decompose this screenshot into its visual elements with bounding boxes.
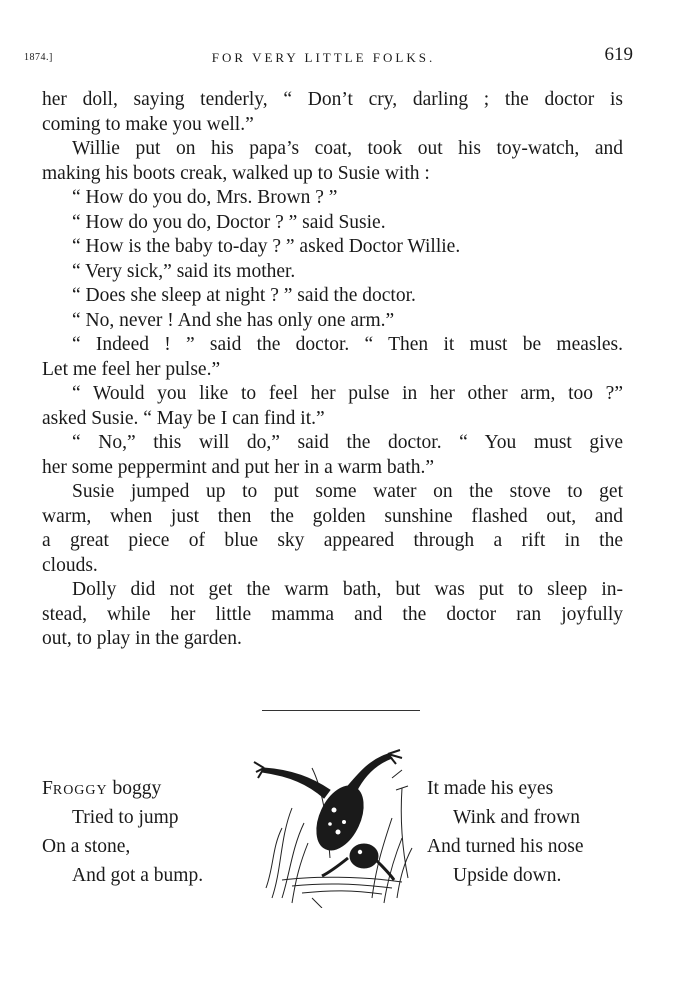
- poem-line: And got a bump.: [72, 865, 204, 886]
- story-line: her doll, saying tenderly, “ Don’t cry, darling ; the doctor is: [42, 89, 623, 110]
- poem-line: It made his eyes: [427, 778, 554, 799]
- story-line: “ Very sick,” said its mother.: [72, 260, 296, 282]
- story-line: making his boots creak, walked up to Susie with :: [42, 162, 430, 184]
- story-line: Dolly did not get the warm bath, but was put to sleep in-: [72, 579, 623, 600]
- poem-line: Wink and frown: [453, 807, 581, 828]
- story-line: Willie put on his papa’s coat, took out his toy-watch, and: [72, 138, 623, 159]
- header-year: 1874.]: [24, 52, 53, 63]
- story-line: a great piece of blue sky appeared through a rift in the: [42, 530, 623, 551]
- frog-icon: [252, 748, 422, 908]
- story-line: her some peppermint and put her in a warm bath.”: [42, 456, 435, 478]
- story-line: asked Susie. “ May be I can find it.”: [42, 407, 325, 429]
- poem-left-stanza: [42, 774, 203, 890]
- page-number: 619: [604, 44, 633, 65]
- story-line: “ Does she sleep at night ? ” said the doctor.: [72, 285, 416, 306]
- poem-smallcaps: ROGGY: [52, 783, 108, 798]
- story-line: “ How do you do, Mrs. Brown ? ”: [72, 187, 338, 208]
- story-line: Let me feel her pulse.”: [42, 358, 221, 380]
- story-text: [42, 88, 623, 652]
- story-line: out, to play in the garden.: [42, 628, 242, 649]
- page-header: [24, 44, 633, 68]
- poem-line: Upside down.: [453, 865, 562, 886]
- story-line: “ Would you like to feel her pulse in her other arm, too ?”: [72, 383, 623, 404]
- story-line: “ How is the baby to-day ? ” asked Doctor Willie.: [72, 236, 461, 257]
- header-title: FOR VERY LITTLE FOLKS.: [211, 50, 436, 65]
- poem-right-stanza: [427, 774, 584, 890]
- story-line: “ No,” this will do,” said the doctor. “ You must give: [72, 432, 623, 453]
- poem-line: And turned his nose: [427, 836, 584, 857]
- story-line: coming to make you well.”: [42, 113, 254, 135]
- story-line: stead, while her little mamma and the doctor ran joyfully: [42, 603, 623, 625]
- poem-first-rest: boggy: [107, 778, 162, 799]
- story-line: clouds.: [42, 554, 98, 576]
- poem-initial: F: [42, 778, 53, 799]
- poem-line: Tried to jump: [72, 807, 179, 828]
- story-line: “ No, never ! And she has only one arm.”: [72, 309, 395, 331]
- story-line: Susie jumped up to put some water on the stove to get: [72, 481, 623, 502]
- story-line: “ How do you do, Doctor ? ” said Susie.: [72, 211, 386, 233]
- section-divider: [262, 710, 420, 711]
- poem-line: On a stone,: [42, 836, 131, 857]
- story-line: warm, when just then the golden sunshine flashed out, and: [42, 505, 623, 527]
- story-line: “ Indeed ! ” said the doctor. “ Then it must be measles.: [72, 334, 623, 355]
- poem-line: [42, 774, 203, 803]
